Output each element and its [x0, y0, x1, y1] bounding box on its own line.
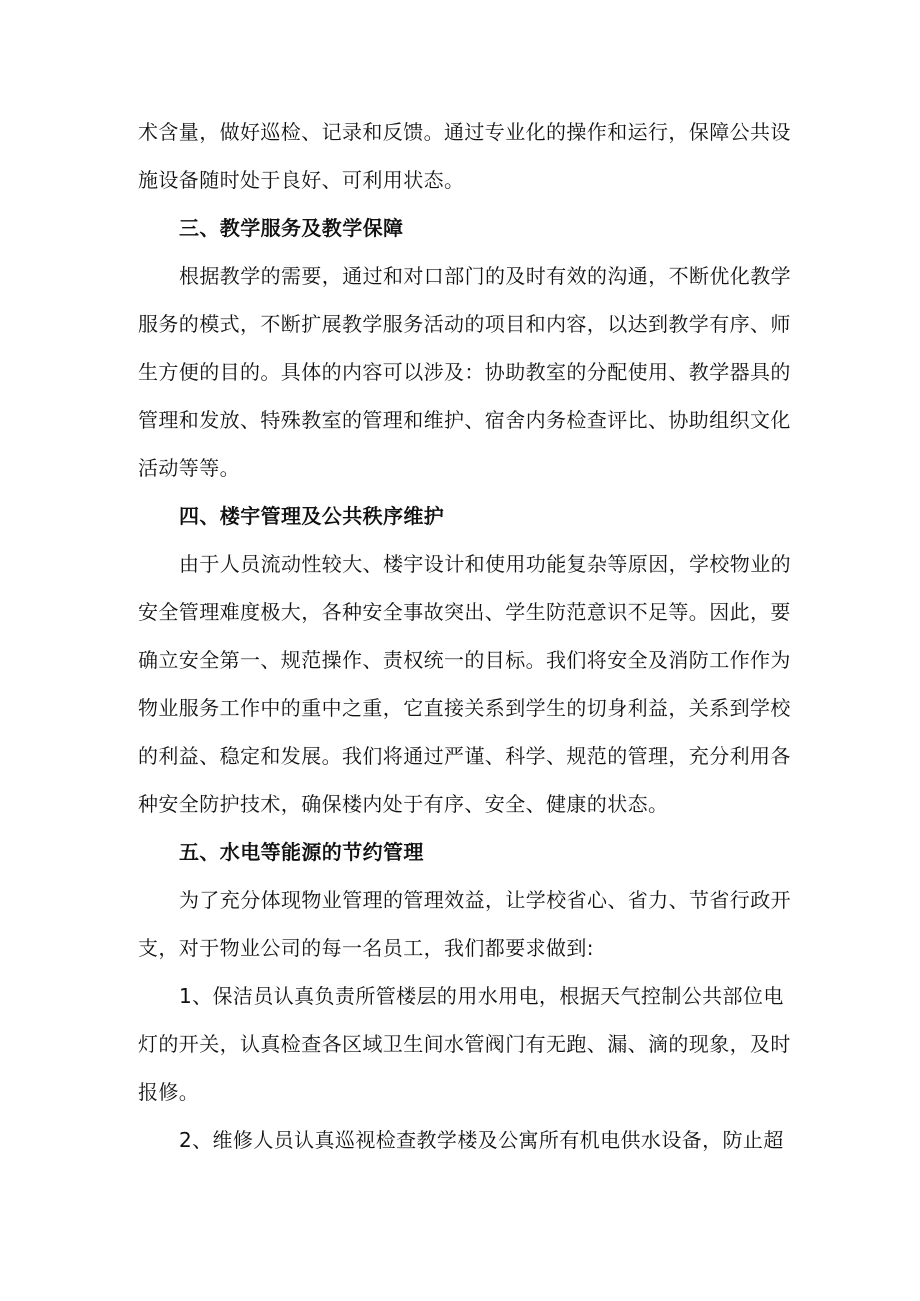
text-line: 服务的模式，不断扩展教学服务活动的项目和内容，以达到教学有序、师 [138, 312, 791, 336]
text-line: 的利益、稳定和发展。我们将通过严谨、科学、规范的管理，充分利用各 [138, 744, 791, 768]
paragraph-building-management [138, 540, 791, 828]
text-block [138, 108, 791, 1164]
text-line: 由于人员流动性较大、楼宇设计和使用功能复杂等原因，学校物业的 [179, 552, 791, 576]
section-heading-five [138, 828, 788, 876]
text-line: 术含量，做好巡检、记录和反馈。通过专业化的操作和运行，保障公共设 [138, 120, 791, 144]
text-line: 物业服务工作中的重中之重，它直接关系到学生的切身利益，关系到学校 [138, 696, 791, 720]
text-line: 2、维修人员认真巡视检查教学楼及公寓所有机电供水设备，防止超 [179, 1128, 784, 1152]
paragraph-energy [138, 876, 791, 972]
heading-text: 三、教学服务及教学保障 [179, 216, 404, 240]
section-heading-three [138, 204, 788, 252]
paragraph-continued [138, 108, 791, 204]
text-line: 确立安全第一、规范操作、责权统一的目标。我们将安全及消防工作作为 [138, 648, 791, 672]
text-line: 为了充分体现物业管理的管理效益，让学校省心、省力、节省行政开 [179, 888, 791, 912]
heading-text: 五、水电等能源的节约管理 [179, 840, 424, 864]
text-line: 支，对于物业公司的每一名员工，我们都要求做到: [138, 936, 594, 960]
text-line: 报修。 [138, 1080, 200, 1104]
paragraph-teaching-service [138, 252, 791, 492]
text-line: 1、保洁员认真负责所管楼层的用水用电，根据天气控制公共部位电 [179, 984, 784, 1008]
text-line: 管理和发放、特殊教室的管理和维护、宿舍内务检查评比、协助组织文化 [138, 408, 791, 432]
section-heading-four [138, 492, 788, 540]
text-line: 根据教学的需要，通过和对口部门的及时有效的沟通，不断优化教学 [179, 264, 791, 288]
paragraph-item-1 [138, 972, 791, 1116]
text-line: 施设备随时处于良好、可利用状态。 [138, 168, 465, 192]
text-line: 安全管理难度极大，各种安全事故突出、学生防范意识不足等。因此，要 [138, 600, 791, 624]
text-line: 灯的开关，认真检查各区域卫生间水管阀门有无跑、漏、滴的现象，及时 [138, 1032, 791, 1056]
text-line: 活动等等。 [138, 456, 240, 480]
text-line: 种安全防护技术，确保楼内处于有序、安全、健康的状态。 [138, 792, 669, 816]
heading-text: 四、楼宇管理及公共秩序维护 [179, 504, 445, 528]
paragraph-item-2 [138, 1116, 788, 1164]
text-line: 生方便的目的。具体的内容可以涉及：协助教室的分配使用、教学器具的 [138, 360, 791, 384]
